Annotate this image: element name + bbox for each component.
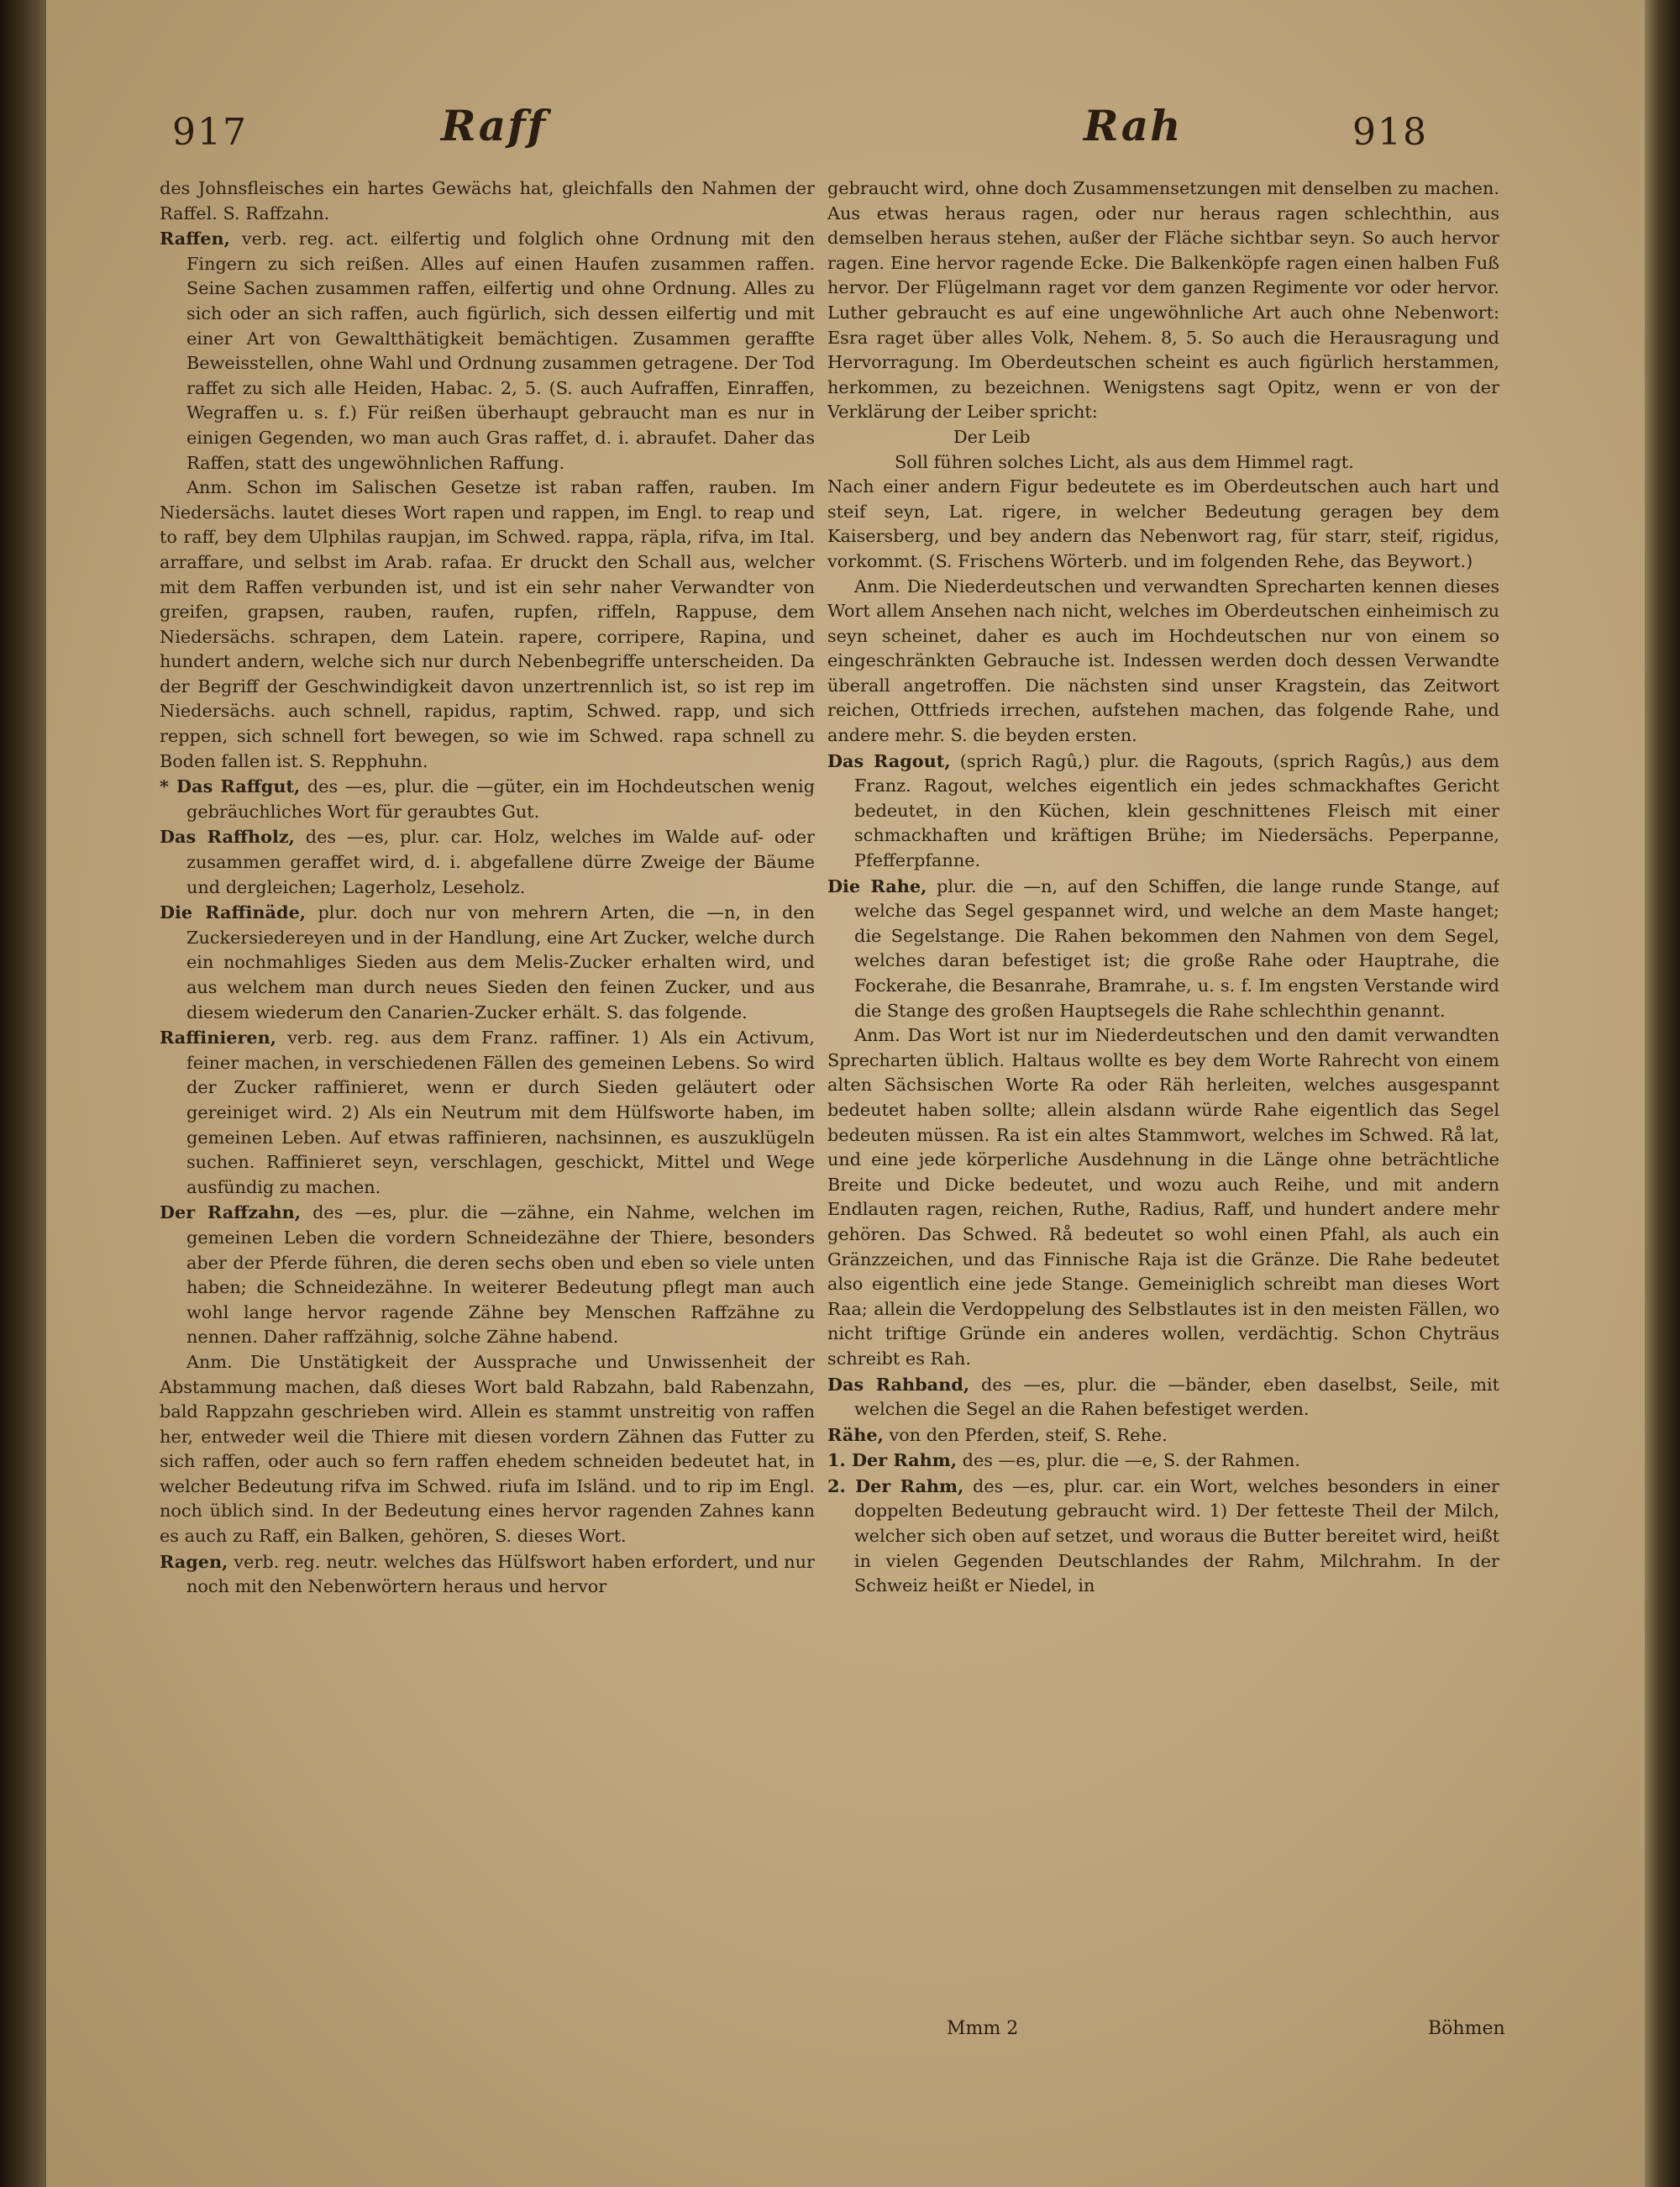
entry-headword: Raffen,	[160, 228, 230, 250]
etymology-note: Anm. Die Niederdeutschen und verwandten Sprecharten kennen dieses Wort allem Ansehen nach nicht, welches im Oberdeutschen einheimisch zu seyn scheinet, daher es auch im Hochdeutschen nur von einem so eingeschränkten Gebrauche ist. Indessen werden doch dessen Verwandte überall angetroffen. Die nächsten sind unser Kragstein, das Zeitwort reichen, Ottfrieds irrechen, aufstehen machen, das folgende Rahe, und andere mehr. S. die beyden ersten.	[827, 576, 1499, 746]
entry-definition: des —es, plur. die —zähne, ein Nahme, welchen im gemeinen Leben die vordern Schneidezähne der Thiere, besonders aber der Pferde führen, die deren sechs oben und eben so viele unten haben; die Schneidezähne. In weiterer Bedeutung pflegt man auch wohl lange hervor ragende Zähne bey Menschen Raffzähne zu nennen. Daher raffzähnig, solche Zähne habend.	[186, 1202, 815, 1348]
entry-headword: Das Ragout,	[827, 749, 951, 771]
entry-definition: plur. doch nur von mehrern Arten, die —n, in den Zuckersiedereyen und in der Handlung, eine Art Zucker, welche durch ein nochmahliges Sieden aus dem Melis-Zucker erhalten wird, und aus welchem man durch neues Sieden den feinen Zucker, und aus diesem wiederum den Canarien-Zucker erhält. S. das folgende.	[186, 902, 815, 1023]
dictionary-entry	[160, 824, 815, 900]
printer-signature-mark: Mmm 2	[947, 2018, 1019, 2039]
page-stack-edge	[1645, 0, 1680, 2187]
entry-headword: Der Raffzahn,	[160, 1201, 302, 1223]
entry-definition: verb. reg. act. eilfertig und folglich ohne Ordnung mit den Fingern zu sich reißen. Alles auf einen Haufen zusammen raffen. Seine Sachen zusammen raffen, eilfertig und ohne Ordnung. Alles zu sich oder an sich raffen, auch figürlich, sich dessen eilfertig und mit einer Art von Gewaltthätigkeit bemächtigen. Zusammen geraffte Beweisstellen, ohne Wahl und Ordnung zusammen getragene. Der Tod raffet zu sich alle Heiden, Habac. 2, 5. (S. auch Aufraffen, Einraffen, Wegraffen u. s. f.) Für reißen überhaupt gebraucht man es nur in einigen Gegenden, wo man auch Gras raffet, d. i. abraufet. Daher das Raffen, statt des ungewöhnlichen Raffung.	[186, 229, 815, 473]
dictionary-entry	[827, 1422, 1499, 1448]
entry-headword: * Das Raffgut,	[160, 775, 301, 797]
etymology-note: Anm. Schon im Salischen Gesetze ist raban raffen, rauben. Im Niedersächs. lautet dieses Wort rapen und rappen, im Engl. to reap und to raff, bey dem Ulphilas raupjan, im Schwed. rappa, räpla, rifva, im Ital. arraffare, und selbst im Arab. rafaa. Er druckt den Schall aus, welcher mit dem Raffen verbunden ist, und ist ein sehr naher Verwandter von greifen, grapsen, rauben, raufen, rupfen, riffeln, Rappuse, dem Niedersächs. schrapen, dem Latein. rapere, corripere, Rapina, und hundert andern, welche sich nur durch Nebenbegriffe unterscheiden. Da der Begriff der Geschwindigkeit davon unzertrennlich ist, so ist rep im Niedersächs. auch schnell, rapidus, raptim, Schwed. rapp, und sich reppen, sich schnell fort bewegen, so wie im Schwed. rapa schnell zu Boden fallen ist. S. Repphuhn.	[160, 477, 815, 771]
etymology-note: Anm. Die Unstätigkeit der Aussprache und Unwissenheit der Abstammung machen, daß dieses Wort bald Rabzahn, bald Rabenzahn, bald Rappzahn geschrieben wird. Allein es stammt unstreitig von raffen her, entweder weil die Thiere mit diesen vordern Zähnen das Futter zu sich raffen, oder auch so fern raffen ehedem schneiden bedeutet hat, in welcher Bedeutung rifva im Schwed. riufa im Isländ. und to rip im Engl. noch üblich sind. In der Bedeutung eines hervor ragenden Zahnes kann es auch zu Raff, ein Balken, gehören, S. dieses Wort.	[160, 1351, 815, 1547]
book-spine-edge	[0, 0, 46, 2187]
entry-definition: des —es, plur. die —e, S. der Rahmen.	[962, 1450, 1300, 1471]
continuation-text: gebraucht wird, ohne doch Zusammensetzungen mit denselben zu machen. Aus etwas heraus ragen, oder nur heraus ragen schlechthin, aus demselben heraus stehen, außer der Fläche sichtbar seyn. So auch hervor ragen. Eine hervor ragende Ecke. Die Balkenköpfe ragen einen halben Fuß hervor. Der Flügelmann raget vor dem ganzen Regimente vor oder hervor. Luther gebraucht es auf eine ungewöhnliche Art auch ohne Nebenwort: Esra raget über alles Volk, Nehem. 8, 5. So auch die Herausragung und Hervorragung. Im Oberdeutschen scheint es auch figürlich herstammen, herkommen, zu bezeichnen. Wenigstens sagt Opitz, wenn er von der Verklärung der Leiber spricht:	[827, 178, 1499, 423]
etymology-note: Anm. Das Wort ist nur im Niederdeutschen und den damit verwandten Sprecharten üblich. Haltaus wollte es bey dem Worte Rahrecht von einem alten Sächsischen Worte Ra oder Räh herleiten, welches ausgespannt bedeutet haben sollte; allein alsdann würde Rahe eigentlich das Segel bedeuten müssen. Ra ist ein altes Stammwort, welches im Schwed. Rå lat, und eine jede körperliche Ausdehnung in die Länge ohne beträchtliche Breite und Dicke bedeutet, und wozu auch Reihe, und mit andern Endlauten ragen, reichen, Ruthe, Radius, Raff, und hundert andere mehr gehören. Das Schwed. Rå bedeutet so wohl einen Pfahl, als auch ein Gränzzeichen, und das Finnische Raja ist die Gränze. Die Rahe bedeutet also eigentlich eine jede Stange. Gemeiniglich schreibt man dieses Wort Raa; allein die Verdoppelung des Selbstlautes ist in den meisten Fällen, wo nicht triftige Gründe ein anderes wollen, verdächtig. Schon Chyträus schreibt es Rah.	[827, 1025, 1499, 1369]
entry-definition: verb. reg. neutr. welches das Hülfswort haben erfordert, und nur noch mit den Nebenwörtern heraus und hervor	[186, 1551, 815, 1597]
dictionary-entry	[160, 226, 815, 476]
entry-headword: Das Rahband,	[827, 1373, 970, 1395]
right-text-column	[827, 176, 1499, 2025]
entry-definition: des —es, plur. car. ein Wort, welches besonders in einer doppelten Bedeutung gebraucht wird. 1) Der fetteste Theil der Milch, welcher sich oben auf setzet, und woraus die Butter bereitet wird, heißt in vielen Gegenden Deutschlandes der Rahm, Milchrahm. In der Schweiz heißt er Niedel, in	[854, 1475, 1499, 1596]
dictionary-entry	[827, 1372, 1499, 1422]
entry-headword: Rähe,	[827, 1423, 884, 1445]
dictionary-entry	[827, 749, 1499, 874]
entry-headword: Die Rahe,	[827, 875, 927, 896]
dictionary-entry	[160, 774, 815, 824]
entry-headword: Das Raffholz,	[160, 826, 295, 848]
entry-definition: des —es, plur. die —güter, ein im Hochdeutschen wenig gebräuchliches Wort für geraubtes Gut.	[186, 776, 815, 822]
entry-headword: 1. Der Rahm,	[827, 1449, 958, 1471]
continuation-text: des Johnsfleisches ein hartes Gewächs hat, gleichfalls den Nahmen der Raffel. S. Raffzahn.	[160, 178, 815, 223]
entry-definition: des —es, plur. car. Holz, welches im Walde auf- oder zusammen geraffet wird, d. i. abgefallene dürre Zweige der Bäume und dergleichen; Lagerholz, Leseholz.	[186, 827, 815, 897]
catchword: Böhmen	[1428, 2018, 1505, 2039]
left-running-keyword: Raff	[441, 101, 548, 150]
right-running-keyword: Rah	[1084, 101, 1183, 150]
dictionary-entry	[160, 1025, 815, 1200]
entry-headword: Raffinieren,	[160, 1027, 277, 1049]
entry-headword: Ragen,	[160, 1550, 228, 1572]
left-page-number: 917	[172, 111, 248, 154]
entry-headword: Die Raffinäde,	[160, 902, 307, 923]
dictionary-entry	[827, 874, 1499, 1024]
entry-definition: (sprich Ragû,) plur. die Ragouts, (sprich Ragûs,) aus dem Franz. Ragout, welches eigentlich ein jedes schmackhaftes Gericht bedeutet, in den Küchen, klein geschnittenes Fleisch mit einer schmackhaften und kräftigen Brühe; im Niedersächs. Peperpanne, Pfefferpfanne.	[854, 750, 1499, 871]
quoted-verse-line: Soll führen solches Licht, als aus dem Himmel ragt.	[895, 451, 1354, 472]
running-header	[46, 101, 1645, 176]
entry-definition: plur. die —n, auf den Schiffen, die lange runde Stange, auf welche das Segel gespannet wird, und welche an dem Maste hanget; die Segelstange. Die Rahen bekommen den Nahmen von dem Segel, welches daran befestiget ist; die große Rahe oder Hauptrahe, die Fockerahe, die Besanrahe, Bramrahe, u. s. f. Im engsten Verstande wird die Stange des großen Hauptsegels die Rahe schlechthin genannt.	[854, 875, 1499, 1021]
quoted-verse-line: Der Leib	[953, 426, 1031, 447]
entry-headword: 2. Der Rahm,	[827, 1475, 964, 1496]
right-page-number: 918	[1352, 111, 1428, 154]
entry-definition: von den Pferden, steif, S. Rehe.	[889, 1424, 1168, 1445]
book-page	[46, 0, 1645, 2187]
dictionary-entry	[827, 1448, 1499, 1474]
dictionary-entry	[827, 1474, 1499, 1599]
dictionary-entry	[160, 1200, 815, 1350]
left-text-column	[160, 176, 815, 2025]
entry-definition: des —es, plur. die —bänder, eben daselbst, Seile, mit welchen die Segel an die Rahen befestiget werden.	[854, 1374, 1499, 1420]
dictionary-entry	[160, 900, 815, 1025]
continuation-text: Nach einer andern Figur bedeutete es im Oberdeutschen auch hart und steif seyn, Lat. rigere, in welcher Bedeutung geragen bey dem Kaisersberg, und bey andern das Nebenwort rag, für starr, steif, rigidus, vorkommt. (S. Frischens Wörterb. und im folgenden Rehe, das Beywort.)	[827, 476, 1499, 571]
dictionary-entry	[160, 1549, 815, 1600]
entry-definition: verb. reg. aus dem Franz. raffiner. 1) Als ein Activum, feiner machen, in verschiedenen Fällen des gemeinen Lebens. So wird der Zucker raffinieret, wenn er durch Sieden geläutert oder gereiniget wird. 2) Als ein Neutrum mit dem Hülfsworte haben, im gemeinen Leben. Auf etwas raffinieren, nachsinnen, es auszuklügeln suchen. Raffinieret seyn, verschlagen, geschickt, Mittel und Wege ausfündig zu machen.	[186, 1028, 815, 1197]
